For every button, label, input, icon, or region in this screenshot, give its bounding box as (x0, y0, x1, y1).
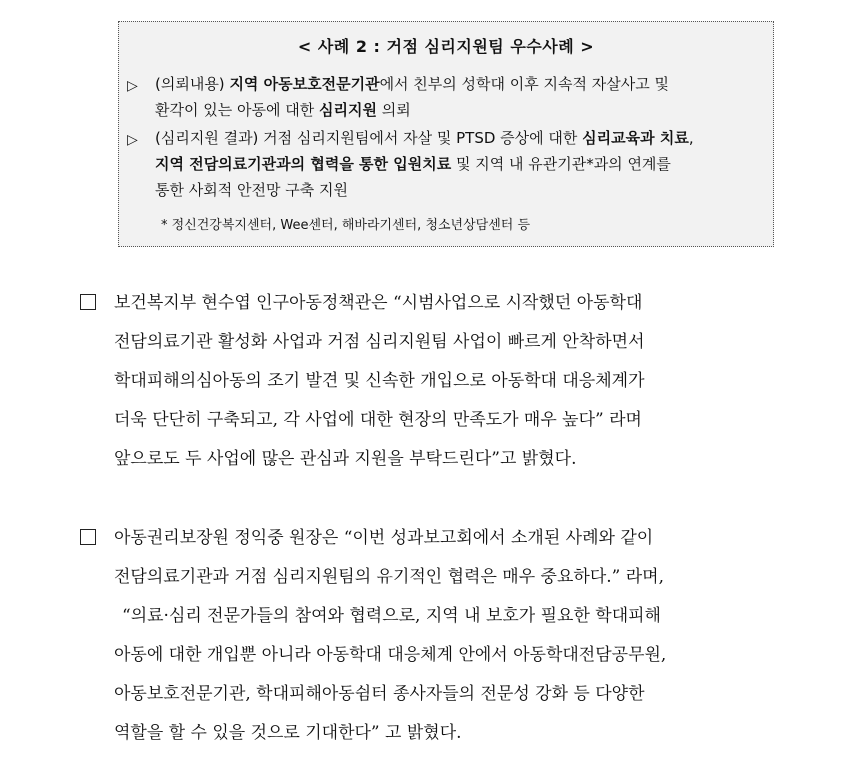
text-span: 에서 친부의 성학대 이후 지속적 자살사고 및 (379, 75, 669, 93)
text-line (155, 71, 767, 97)
bold-text: 심리교육과 치료 (582, 129, 689, 147)
text-line (155, 151, 767, 177)
paragraph-line: 아동보호전문기관, 학대피해아동쉼터 종사자들의 전문성 강화 등 다양한 (114, 684, 645, 704)
paragraph-line: 역할을 할 수 있을 것으로 기대한다” 고 밝혔다. (114, 723, 462, 743)
paragraph-line: 전담의료기관 활성화 사업과 거점 심리지원팀 사업이 빠르게 안착하면서 (114, 332, 645, 352)
checkbox-bullet-icon (80, 529, 96, 545)
text-span: 의뢰 (376, 101, 411, 119)
case-title: < 사례 2 : 거점 심리지원팀 우수사례 > (297, 37, 595, 56)
case-item-result-text (155, 125, 767, 203)
text-line (155, 97, 767, 123)
text-span: 및 지역 내 유관기관*과의 연계를 (451, 155, 671, 173)
text-span: 통한 사회적 안전망 구축 지원 (155, 181, 348, 199)
checkbox-bullet-icon (80, 294, 96, 310)
paragraph-line: 보건복지부 현수엽 인구아동정책관은 “시범사업으로 시작했던 아동학대 (114, 293, 643, 313)
triangle-marker-icon: ▷ (127, 132, 138, 148)
case-item-request (127, 71, 767, 123)
text-span: , (688, 129, 694, 147)
paragraph-line: 전담의료기관과 거점 심리지원팀의 유기적인 협력은 매우 중요하다.” 라며, (114, 567, 664, 587)
bold-text: 심리지원 (318, 101, 377, 119)
paragraph-line: 아동권리보장원 정익중 원장은 “이번 성과보고회에서 소개된 사례와 같이 (114, 528, 654, 548)
paragraph-line: 아동에 대한 개입뿐 아니라 아동학대 대응체계 안에서 아동학대전담공무원, (114, 645, 667, 665)
case-footnote: * 정신건강복지센터, Wee센터, 해바라기센터, 청소년상담센터 등 (161, 218, 531, 233)
paragraph-line: “의료·심리 전문가들의 참여와 협력으로, 지역 내 보호가 필요한 학대피해 (122, 606, 661, 626)
case-item-request-text (155, 71, 767, 123)
triangle-marker-icon: ▷ (127, 78, 138, 94)
text-span: (심리지원 결과) 거점 심리지원팀에서 자살 및 PTSD 증상에 대한 (155, 129, 583, 147)
case-item-result (127, 125, 767, 203)
bold-text: 지역 아동보호전문기관 (229, 75, 380, 93)
paragraph-line: 앞으로도 두 사업에 많은 관심과 지원을 부탁드린다”고 밝혔다. (114, 449, 577, 469)
text-line (155, 177, 767, 203)
paragraph-line: 더욱 단단히 구축되고, 각 사업에 대한 현장의 만족도가 매우 높다” 라며 (114, 410, 642, 430)
bold-text: 지역 전담의료기관과의 협력을 통한 입원치료 (155, 155, 452, 173)
text-line (155, 125, 767, 151)
text-span: (의뢰내용) (155, 75, 230, 93)
case-example-box (118, 21, 774, 247)
paragraph-line: 학대피해의심아동의 조기 발견 및 신속한 개입으로 아동학대 대응체계가 (114, 371, 645, 391)
text-span: 환각이 있는 아동에 대한 (155, 101, 319, 119)
